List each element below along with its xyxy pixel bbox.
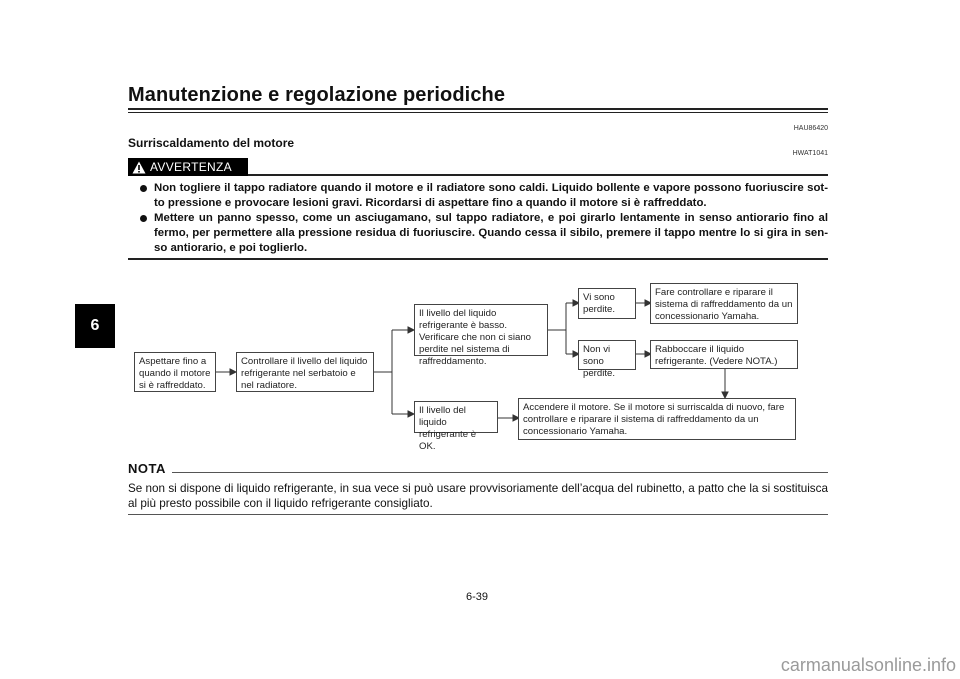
- flow-step-top-up: Rabboccare il liquido refrigerante. (Vedere NOTA.): [650, 340, 798, 369]
- warning-label: AVVERTENZA: [150, 160, 232, 174]
- page-number: 6-39: [466, 591, 489, 603]
- section-title: Surriscaldamento del motore: [128, 136, 295, 150]
- nota-end-rule: [128, 514, 828, 515]
- flow-step-wait: Aspettare fino a quando il motore si è raffreddato.: [134, 352, 216, 392]
- chapter-tab: 6: [75, 304, 115, 348]
- flow-step-no-leaks: Non vi sono perdite.: [578, 340, 636, 370]
- nota-rule: [172, 472, 828, 473]
- section-code: HAU86420: [793, 125, 828, 132]
- watermark: carmanualsonline.info: [780, 655, 956, 675]
- flow-step-level-ok: Il livello del liquido refrigerante è OK.: [414, 401, 498, 433]
- flow-step-check-level: Controllare il livello del liquido refrigerante nel serbatoio e nel radiatore.: [236, 352, 374, 392]
- page-title: Manutenzione e regolazione periodiche: [128, 84, 506, 106]
- nota-text: Se non si dispone di liquido refrigerante, in sua vece si può usare provvisoriamente dell’acqua del rubinetto, a patto che la si sostituisca al più presto possibile con il liquido refrigerante consigliato.: [128, 482, 828, 510]
- flow-step-leaks: Vi sono perdite.: [578, 288, 636, 319]
- flow-step-level-low: Il livello del liquido refrigerante è basso. Verificare che non ci siano perdite nel sistema di raffreddamento.: [414, 304, 548, 356]
- warning-item: Mettere un panno spesso, come un asciugamano, sul tappo radiatore, e poi girarlo lentamente in senso antiorario fino al fermo, per permettere alla pressione residua di fuoriuscire. Quando cessa il sibilo, premere il tappo mentre lo si gira in sen-so antiorario, e poi toglierlo.: [140, 211, 828, 256]
- flow-step-repair: Fare controllare e riparare il sistema di raffreddamento da un concessionario Yamaha.: [650, 283, 798, 324]
- warning-code: HWAT1041: [792, 150, 828, 157]
- warning-item: Non togliere il tappo radiatore quando il motore e il radiatore sono caldi. Liquido bollente e vapore possono fuoriuscire sot-to pressione e provocare lesioni gravi. Ricordarsi di aspettare fino a quando il motore si è raffreddato.: [140, 181, 828, 211]
- nota-label: NOTA: [128, 461, 166, 476]
- flow-step-start-engine: Accendere il motore. Se il motore si surriscalda di nuovo, fare controllare e riparare il sistema di raffreddamento da un concessionario Yamaha.: [518, 398, 796, 440]
